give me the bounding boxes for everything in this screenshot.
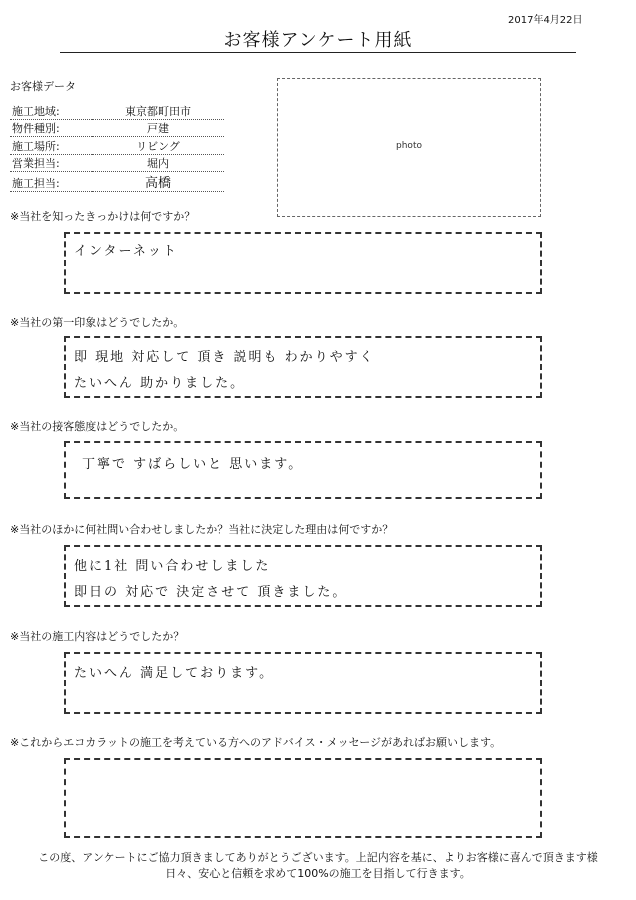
row-label: 営業担当: (10, 154, 92, 172)
page-title: お客様アンケート用紙 (223, 30, 413, 51)
row-value: 戸建 (92, 119, 224, 137)
row-value-handwritten: 高橋 (92, 172, 224, 192)
title-underline (60, 52, 576, 53)
question-6: ※これからエコカラットの施工を考えている方へのアドバイス・メッセージがあればお願いします。 (10, 736, 502, 749)
answer-box-5 (64, 652, 542, 714)
row-label: 施工地域: (10, 102, 92, 119)
table-row (10, 137, 224, 155)
question-3: ※当社の接客態度はどうでしたか。 (10, 420, 185, 433)
customer-data-heading: お客様データ (10, 80, 76, 93)
photo-placeholder (277, 78, 541, 217)
answer-box-6 (64, 758, 542, 838)
answer-line: 即 現地 対応して 頂き 説明も わかりやすく (74, 350, 375, 365)
table-row (10, 154, 224, 172)
footer-line-1: この度、アンケートにご協力頂きましてありがとうございます。上記内容を基に、よりお客様に喜んで頂きます様 (38, 851, 598, 864)
row-label: 施工担当: (10, 172, 92, 192)
table-row (10, 102, 224, 119)
photo-label: photo (396, 141, 422, 151)
question-1: ※当社を知ったきっかけは何ですか？ (10, 210, 196, 223)
answer-box-4 (64, 545, 542, 607)
table-row (10, 119, 224, 137)
answer-line: インターネット (74, 244, 178, 259)
question-2: ※当社の第一印象はどうでしたか。 (10, 316, 185, 329)
table-row (10, 172, 224, 192)
answer-line: 丁寧で すばらしいと 思います。 (82, 457, 304, 472)
answer-line: たいへん 助かりました。 (74, 376, 246, 391)
row-label: 物件種別: (10, 119, 92, 137)
question-4: ※当社のほかに何社問い合わせしましたか？当社に決定した理由は何ですか？ (10, 523, 394, 536)
answer-box-2 (64, 336, 542, 398)
row-value: リビング (92, 137, 224, 155)
answer-line: 即日の 対応で 決定させて 頂きました。 (74, 585, 348, 600)
answer-line: たいへん 満足しております。 (74, 666, 275, 681)
row-value: 東京都町田市 (92, 102, 224, 119)
customer-data-table (10, 102, 224, 192)
row-value: 堀内 (92, 154, 224, 172)
answer-box-3 (64, 441, 542, 499)
answer-box-1 (64, 232, 542, 294)
row-label: 施工場所: (10, 137, 92, 155)
answer-line: 他に1社 問い合わせしました (74, 559, 271, 574)
footer-line-2: 日々、安心と信頼を求めて100%の施工を目指して行きます。 (165, 867, 471, 880)
footer-message (0, 850, 636, 882)
survey-date: 2017年4月22日 (508, 15, 583, 26)
question-5: ※当社の施工内容はどうでしたか？ (10, 630, 185, 643)
